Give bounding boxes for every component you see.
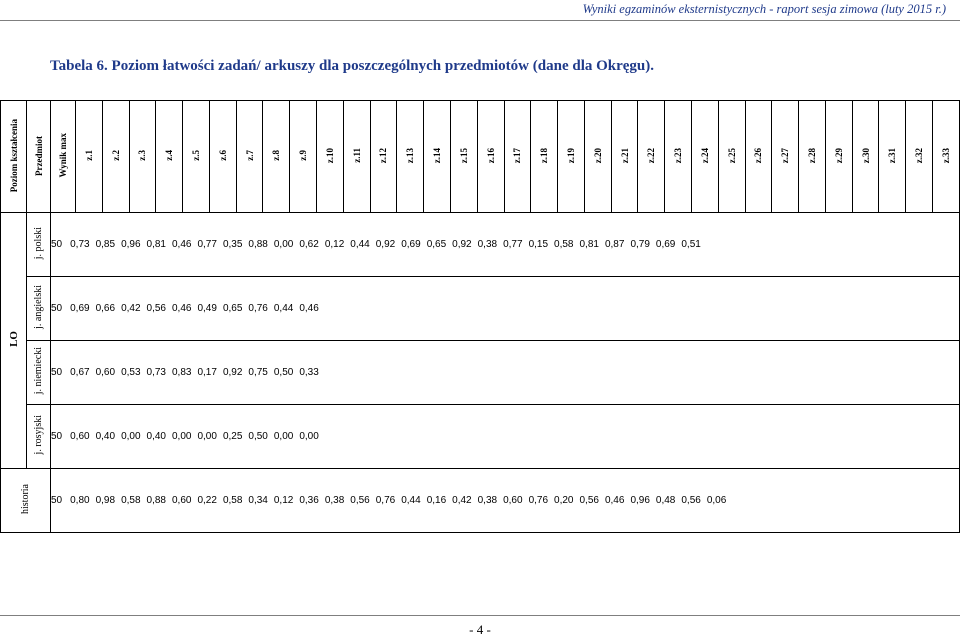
task-value: 0,22	[197, 495, 217, 506]
task-value: 0,65	[222, 303, 243, 314]
subject-cell: historia	[1, 469, 51, 533]
col-header-task: z.9	[290, 101, 317, 213]
values-cell	[51, 469, 960, 533]
task-value: 0,56	[579, 495, 599, 506]
task-value: 0,20	[554, 495, 574, 506]
values-cell	[51, 405, 960, 469]
col-header-task: z.25	[718, 101, 745, 213]
task-value: 0,83	[172, 367, 192, 378]
values-cell	[51, 341, 960, 405]
task-value: 0,98	[95, 495, 116, 506]
task-value: 0,66	[95, 303, 116, 314]
col-header-task: z.21	[611, 101, 638, 213]
max-score: 50	[51, 239, 63, 250]
col-header-task: z.17	[504, 101, 531, 213]
task-value: 0,69	[70, 303, 90, 314]
task-value: 0,92	[222, 367, 243, 378]
task-value: 0,58	[121, 495, 141, 506]
task-value: 0,77	[503, 239, 523, 250]
col-header-wynik: Wynik max	[51, 101, 76, 213]
task-value: 0,69	[655, 239, 676, 250]
task-value: 0,38	[477, 495, 498, 506]
task-value: 0,12	[273, 495, 294, 506]
col-header-task: z.20	[584, 101, 611, 213]
table-row	[1, 469, 960, 533]
col-header-task: z.5	[183, 101, 210, 213]
col-header-poziom: Poziom kształcenia	[1, 101, 27, 213]
table-row	[1, 405, 960, 469]
task-value: 0,53	[121, 367, 141, 378]
subject-cell: j. polski	[27, 213, 51, 277]
task-value: 0,81	[579, 239, 599, 250]
running-header: Wyniki egzaminów eksternistycznych - raport sesja zimowa (luty 2015 r.)	[582, 2, 946, 16]
task-value: 0,49	[197, 303, 217, 314]
task-value: 0,87	[604, 239, 625, 250]
task-value: 0,16	[426, 495, 447, 506]
page-number: - 4 -	[469, 622, 491, 637]
task-value: 0,73	[70, 239, 90, 250]
task-value: 0,88	[248, 239, 268, 250]
col-header-task: z.23	[665, 101, 692, 213]
header-row	[1, 101, 960, 213]
col-header-task: z.11	[343, 101, 370, 213]
task-value: 0,00	[299, 431, 319, 442]
task-value: 0,50	[273, 367, 294, 378]
max-score: 50	[51, 431, 63, 442]
col-header-task: z.4	[156, 101, 183, 213]
task-value: 0,44	[401, 495, 421, 506]
col-header-task: z.30	[852, 101, 879, 213]
task-value: 0,75	[248, 367, 268, 378]
task-value: 0,34	[248, 495, 268, 506]
task-value: 0,00	[273, 431, 294, 442]
task-value: 0,77	[197, 239, 217, 250]
task-value: 0,56	[681, 495, 701, 506]
col-header-task: z.26	[745, 101, 772, 213]
task-value: 0,92	[452, 239, 472, 250]
col-header-task: z.28	[799, 101, 826, 213]
task-value: 0,00	[197, 431, 217, 442]
task-value: 0,73	[146, 367, 166, 378]
task-value: 0,60	[172, 495, 192, 506]
task-value: 0,88	[146, 495, 166, 506]
col-header-task: z.18	[531, 101, 558, 213]
task-value: 0,00	[121, 431, 141, 442]
task-value: 0,33	[299, 367, 319, 378]
difficulty-table	[0, 100, 960, 533]
task-value: 0,06	[706, 495, 727, 506]
col-header-task: z.3	[129, 101, 156, 213]
task-value: 0,76	[248, 303, 268, 314]
task-value: 0,51	[681, 239, 701, 250]
task-value: 0,00	[172, 431, 192, 442]
task-value: 0,60	[503, 495, 523, 506]
col-header-task: z.16	[477, 101, 504, 213]
col-header-task: z.1	[76, 101, 103, 213]
col-header-task: z.12	[370, 101, 397, 213]
table-row	[1, 341, 960, 405]
task-value: 0,15	[528, 239, 549, 250]
task-value: 0,46	[172, 303, 192, 314]
col-header-task: z.14	[424, 101, 451, 213]
subject-cell: j. angielski	[27, 277, 51, 341]
task-value: 0,40	[95, 431, 116, 442]
table-row	[1, 277, 960, 341]
task-value: 0,44	[273, 303, 294, 314]
task-value: 0,92	[375, 239, 396, 250]
values-cell	[51, 213, 960, 277]
col-header-task: z.7	[236, 101, 263, 213]
col-header-task: z.31	[879, 101, 906, 213]
task-value: 0,46	[604, 495, 625, 506]
task-value: 0,96	[121, 239, 141, 250]
level-cell-lo: LO	[1, 213, 27, 469]
table-caption: Tabela 6. Poziom łatwości zadań/ arkuszy dla poszczególnych przedmiotów (dane dla Okręgu).	[50, 58, 655, 74]
task-value: 0,50	[248, 431, 268, 442]
task-value: 0,25	[222, 431, 243, 442]
col-header-task: z.10	[317, 101, 344, 213]
task-value: 0,56	[146, 303, 166, 314]
col-header-task: z.2	[102, 101, 129, 213]
task-value: 0,79	[630, 239, 650, 250]
task-value: 0,44	[350, 239, 370, 250]
task-value: 0,17	[197, 367, 217, 378]
task-value: 0,76	[528, 495, 549, 506]
col-header-przedmiot: Przedmiot	[27, 101, 51, 213]
task-value: 0,62	[299, 239, 319, 250]
col-header-task: z.29	[825, 101, 852, 213]
col-header-task: z.6	[209, 101, 236, 213]
task-value: 0,96	[630, 495, 650, 506]
col-header-task: z.33	[933, 101, 960, 213]
table-row	[1, 213, 960, 277]
task-value: 0,35	[222, 239, 243, 250]
task-value: 0,40	[146, 431, 166, 442]
task-value: 0,42	[452, 495, 472, 506]
task-value: 0,69	[401, 239, 421, 250]
task-value: 0,67	[70, 367, 90, 378]
task-value: 0,12	[324, 239, 345, 250]
task-value: 0,80	[70, 495, 90, 506]
task-value: 0,38	[477, 239, 498, 250]
col-header-task: z.19	[558, 101, 585, 213]
task-value: 0,60	[70, 431, 90, 442]
task-value: 0,58	[222, 495, 243, 506]
task-value: 0,36	[299, 495, 319, 506]
task-value: 0,00	[273, 239, 294, 250]
col-header-task: z.24	[691, 101, 718, 213]
task-value: 0,46	[299, 303, 319, 314]
col-header-task: z.22	[638, 101, 665, 213]
col-header-task: z.32	[906, 101, 933, 213]
task-value: 0,85	[95, 239, 116, 250]
header-rule	[0, 20, 960, 21]
col-header-task: z.8	[263, 101, 290, 213]
col-header-task: z.13	[397, 101, 424, 213]
task-value: 0,48	[655, 495, 676, 506]
col-header-task: z.15	[450, 101, 477, 213]
task-value: 0,76	[375, 495, 396, 506]
task-value: 0,56	[350, 495, 370, 506]
values-cell	[51, 277, 960, 341]
subject-cell: j. rosyjski	[27, 405, 51, 469]
footer-rule	[0, 615, 960, 616]
task-value: 0,46	[172, 239, 192, 250]
max-score: 50	[51, 495, 63, 506]
task-value: 0,81	[146, 239, 166, 250]
task-value: 0,65	[426, 239, 447, 250]
task-value: 0,38	[324, 495, 345, 506]
col-header-task: z.27	[772, 101, 799, 213]
task-value: 0,60	[95, 367, 116, 378]
subject-cell: j. niemiecki	[27, 341, 51, 405]
max-score: 50	[51, 303, 63, 314]
task-value: 0,58	[554, 239, 574, 250]
max-score: 50	[51, 367, 63, 378]
task-value: 0,42	[121, 303, 141, 314]
